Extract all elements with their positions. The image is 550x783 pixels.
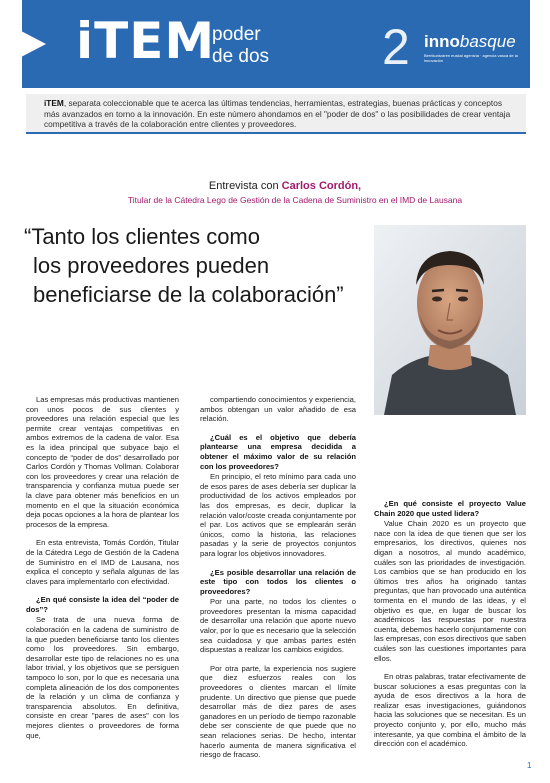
pull-quote: [24, 222, 364, 309]
page-number: 1: [527, 761, 532, 770]
interviewee-name: Carlos Cordón,: [281, 180, 362, 192]
article-paragraph: Se trata de una nueva forma de colaboración en la cadena de suministro de la que pueden beneficiarse tanto los clientes como los proveedores. Sin embargo, desarrollar este tipo de relaciones no es una labor trivial, y los objetivos que se persiguen tampoco lo son, por lo que es necesaria una completa alineación de los dos componentes de la relación y un clima de confianza y transparencia absolutos. En definitiva, consiste en crear "pares de ases" con los mejores clientes o proveedores de forma que,: [26, 615, 179, 740]
header-banner: [0, 0, 550, 88]
article-paragraph: En otras palabras, tratar efectivamente de buscar soluciones a esas preguntas con la ayuda de esos directivos a la hora de realizar esas investigaciones, guiándonos hacia las soluciones que se necesitan. Es un proyecto conjunto y, por ello, mucho más interesante, ya que combina el ámbito de la dirección con el académico.: [374, 672, 526, 749]
brand-subtitle: Berrikuntzaren euskal agentzia · agencia vasca de la innovación: [424, 53, 518, 63]
interview-question: ¿Cuál es el objetivo que debería plantearse una empresa decidida a obtener el máximo valor de su relación con los proveedores?: [200, 432, 356, 471]
article-paragraph: En principio, el reto mínimo para cada uno de esos pares de ases debería ser duplicar la productividad de los activos empleados por las dos empresas, es decir, duplicar la relación valor/coste creada conjuntamente por el par. Los activos que se emplearán serán únicos, como la historia, las relaciones pasadas y la serie de proyectos conjuntos para lograr los objetivos innovadores.: [200, 472, 356, 558]
interview-heading: [0, 180, 550, 205]
portrait-photo: [374, 225, 526, 415]
intro-lead: iTEM: [44, 98, 64, 108]
interview-question: ¿En qué consiste la idea del “poder de dos”?: [26, 595, 179, 614]
intro-body: , separata coleccionable que te acerca las últimas tendencias, herramientas, estrategias, buenas prácticas y conceptos más avanzados en torno a la innovación. En este número ahondamos en el "poder de dos" o las posibilidades de crear ventaja competitiva a través de la colaboración entre clientes y proveedores.: [44, 98, 511, 129]
issue-number: 2: [382, 19, 410, 75]
innobasque-logo: [424, 33, 516, 51]
interviewee-role: Titular de la Cátedra Lego de Gestión de la Cadena de Suministro en el IMD de Lausana: [127, 195, 463, 205]
interview-title: [0, 180, 550, 192]
article-column-3: [374, 499, 526, 758]
interview-question: ¿Es posible desarrollar una relación de este tipo con todos los clientes o proveedores?: [200, 567, 356, 596]
brand-main: inno: [424, 32, 460, 51]
article-paragraph: Las empresas más productivas mantienen con unos pocos de sus clientes y proveedores una relación especial que les permite crear ventajas competitivas en ambos extremos de la cadena de valor. Esa es la idea principal que subyace bajo el concepto de “poder de dos” desarrollado por Carlos Cordón y Thomas Vollman. Colaborar con los proveedores y crear una relación de transparencia y confianza mutua puede ser la clave para obtener más beneficios en un momento en el que la situación económica deja pocas opciones a la hora de plantear los procesos de la empresa.: [26, 395, 179, 529]
article-paragraph: Value Chain 2020 es un proyecto que nace con la idea de que tienen que ser los empresarios, los directivos, quienes nos digan a nosotros, al mundo académico, cuáles son las prioridades de investigación. Los cambios que se han producido en los últimos tres años ha originado tantas preguntas, que han provocado una auténtica tormenta en el mundo de las ideas, y el objetivo es que, en lugar de buscar los académicos las respuestas por nuestra cuenta, debemos hacerlo conjuntamente con las empresas, con esos directivos que saben cuáles son las cuestiones importantes para ellos.: [374, 519, 526, 663]
intro-text: [26, 94, 526, 130]
article-paragraph: compartiendo conocimientos y experiencia, ambos obtengan un valor añadido de esa relación.: [200, 395, 356, 424]
interview-prefix: Entrevista con: [208, 180, 282, 192]
article-paragraph: En esta entrevista, Tomás Cordón, Titular de la Cátedra Lego de Gestión de la Cadena de Suministro en el IMD de Lausana, nos explica el concepto y señala algunas de las claves para implementarlo con efectividad.: [26, 538, 179, 586]
quote-line-3: beneficiarse de la colaboración”: [33, 282, 344, 307]
item-logo: iTEM: [76, 12, 216, 70]
tagline-line-2: de dos: [212, 46, 270, 67]
intro-box: [26, 94, 526, 134]
interview-question: ¿En qué consiste el proyecto Value Chain 2020 que usted lidera?: [374, 499, 526, 518]
article-paragraph: Por una parte, no todos los clientes o proveedores presentan la misma capacidad de desarrollar una relación que aporte nuevo valor, por lo que es necesario que la selección sea cuidadosa y que ambas partes estén dispuestas a realizar los cambios exigidos.: [200, 597, 356, 655]
quote-line-2: los proveedores pueden: [33, 253, 270, 278]
brand-light: basque: [459, 32, 516, 51]
article-column-2: [200, 395, 356, 769]
quote-line-1: “Tanto los clientes como: [24, 224, 260, 249]
article-column-1: [26, 395, 179, 749]
header-tagline: [212, 24, 269, 68]
tagline-line-1: poder: [212, 24, 261, 45]
article-paragraph: Por otra parte, la experiencia nos sugiere que diez esfuerzos reales con los proveedores o clientes marcan el límite prudente. Un directivo que piense que puede desarrollar más de diez pares de ases ganadores en un período de tiempo razonable debe ser consciente de que puede que no sean relaciones serias. De hecho, intentar hacerlo aumenta de manera significativa el riesgo de fracaso.: [200, 663, 356, 760]
